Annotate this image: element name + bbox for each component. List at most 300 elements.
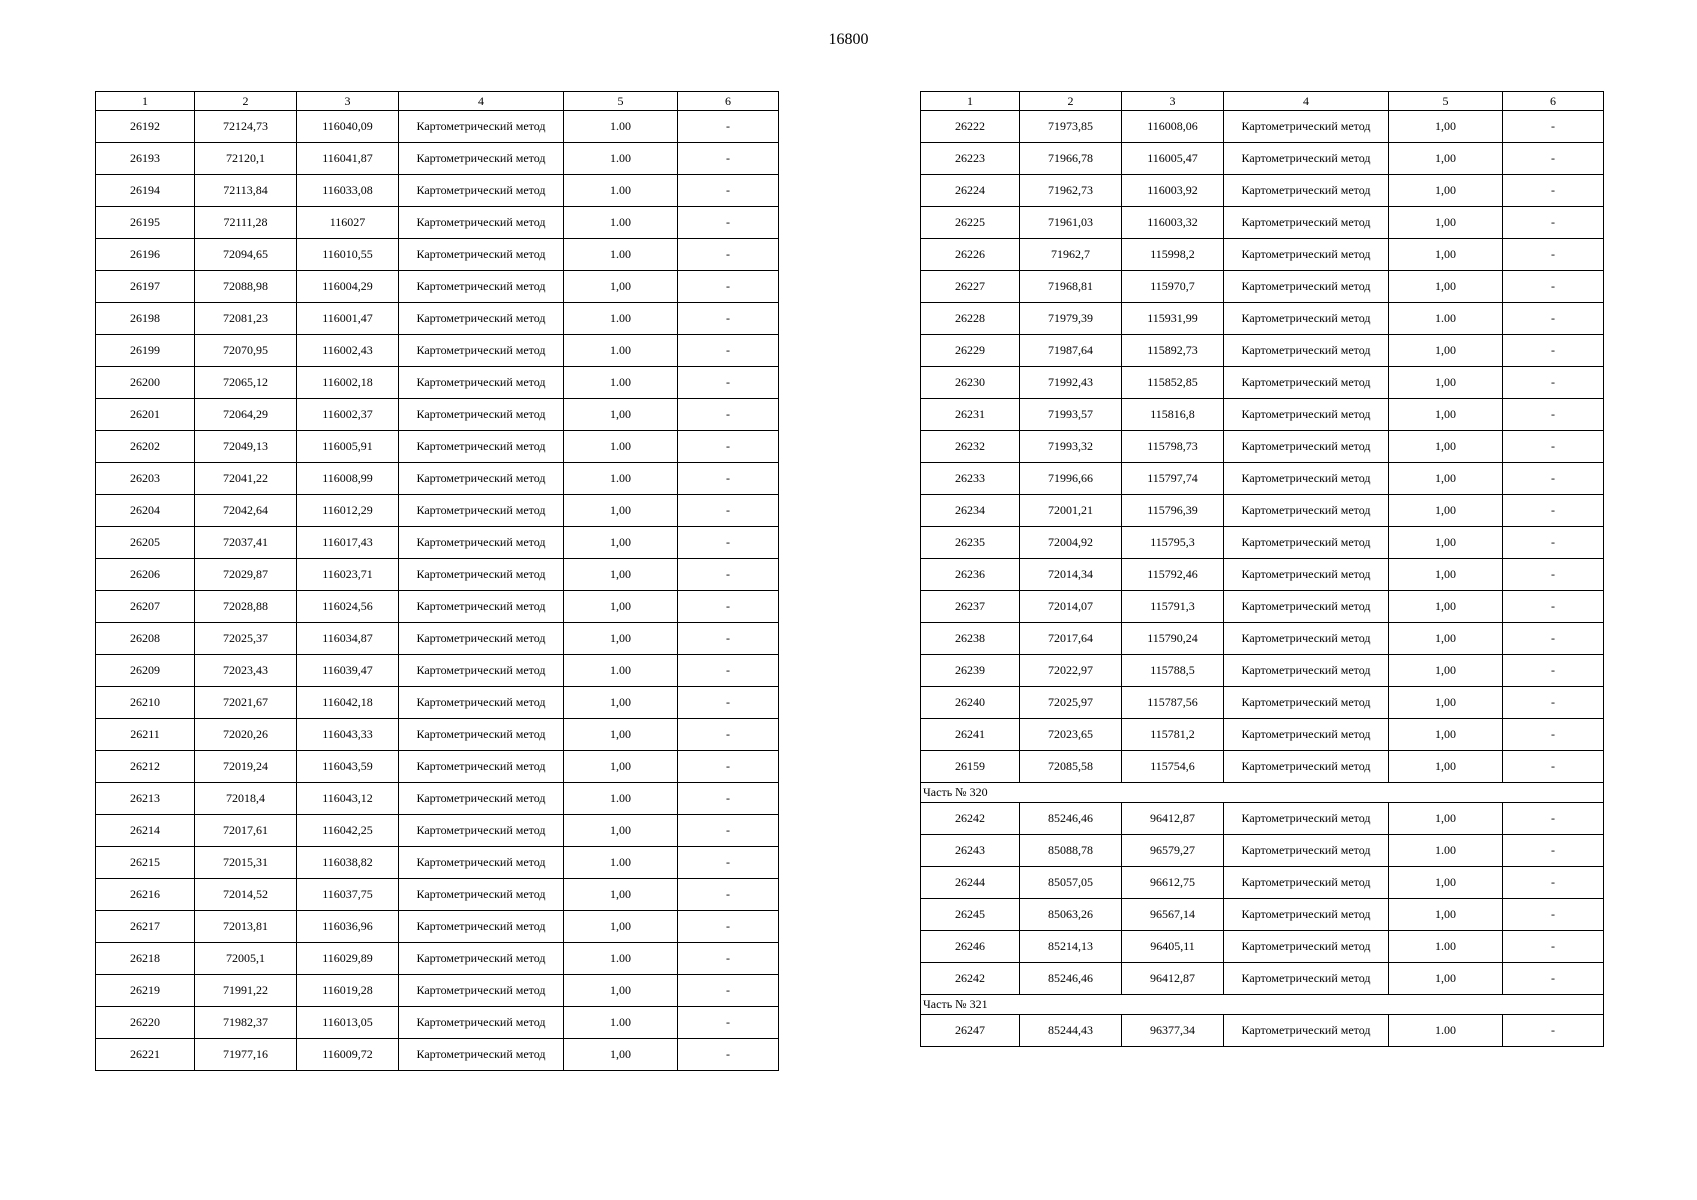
- accuracy-cell: 1,00: [1389, 207, 1503, 239]
- note-cell: -: [1503, 367, 1604, 399]
- note-cell: -: [678, 207, 779, 239]
- x-coordinate-cell: 72064,29: [195, 399, 297, 431]
- table-row: [921, 803, 1604, 835]
- x-coordinate-cell: 72020,26: [195, 719, 297, 751]
- y-coordinate-cell: 116010,55: [297, 239, 399, 271]
- column-header: 5: [564, 92, 678, 111]
- method-cell: Картометрический метод: [1224, 559, 1389, 591]
- y-coordinate-cell: 115788,5: [1122, 655, 1224, 687]
- y-coordinate-cell: 116033,08: [297, 175, 399, 207]
- accuracy-cell: 1,00: [1389, 431, 1503, 463]
- method-cell: Картометрический метод: [1224, 495, 1389, 527]
- accuracy-cell: 1.00: [564, 655, 678, 687]
- method-cell: Картометрический метод: [399, 495, 564, 527]
- method-cell: Картометрический метод: [399, 303, 564, 335]
- point-number-cell: 26195: [96, 207, 195, 239]
- method-cell: Картометрический метод: [1224, 207, 1389, 239]
- y-coordinate-cell: 115790,24: [1122, 623, 1224, 655]
- method-cell: Картометрический метод: [399, 1007, 564, 1039]
- note-cell: -: [1503, 623, 1604, 655]
- y-coordinate-cell: 116002,43: [297, 335, 399, 367]
- table-row: [96, 143, 779, 175]
- x-coordinate-cell: 72018,4: [195, 783, 297, 815]
- note-cell: -: [1503, 899, 1604, 931]
- y-coordinate-cell: 116008,06: [1122, 111, 1224, 143]
- y-coordinate-cell: 116008,99: [297, 463, 399, 495]
- accuracy-cell: 1,00: [1389, 899, 1503, 931]
- x-coordinate-cell: 72023,65: [1020, 719, 1122, 751]
- table-row: [96, 271, 779, 303]
- table-row: [96, 1007, 779, 1039]
- note-cell: -: [1503, 175, 1604, 207]
- x-coordinate-cell: 72037,41: [195, 527, 297, 559]
- method-cell: Картометрический метод: [1224, 303, 1389, 335]
- table-row: [921, 111, 1604, 143]
- method-cell: Картометрический метод: [399, 815, 564, 847]
- x-coordinate-cell: 72111,28: [195, 207, 297, 239]
- accuracy-cell: 1,00: [1389, 527, 1503, 559]
- point-number-cell: 26242: [921, 963, 1020, 995]
- method-cell: Картометрический метод: [399, 463, 564, 495]
- coordinates-table-left: [95, 91, 779, 1071]
- accuracy-cell: 1,00: [564, 527, 678, 559]
- column-header: 1: [921, 92, 1020, 111]
- table-row: [921, 719, 1604, 751]
- section-row: [921, 783, 1604, 803]
- x-coordinate-cell: 72025,37: [195, 623, 297, 655]
- table-row: [96, 463, 779, 495]
- table-row: [921, 495, 1604, 527]
- y-coordinate-cell: 96412,87: [1122, 963, 1224, 995]
- method-cell: Картометрический метод: [399, 207, 564, 239]
- x-coordinate-cell: 72065,12: [195, 367, 297, 399]
- accuracy-cell: 1,00: [564, 911, 678, 943]
- method-cell: Картометрический метод: [1224, 335, 1389, 367]
- point-number-cell: 26196: [96, 239, 195, 271]
- method-cell: Картометрический метод: [399, 335, 564, 367]
- point-number-cell: 26207: [96, 591, 195, 623]
- table-row: [96, 655, 779, 687]
- accuracy-cell: 1.00: [564, 1007, 678, 1039]
- x-coordinate-cell: 72085,58: [1020, 751, 1122, 783]
- accuracy-cell: 1.00: [1389, 835, 1503, 867]
- accuracy-cell: 1.00: [564, 463, 678, 495]
- point-number-cell: 26220: [96, 1007, 195, 1039]
- table-row: [96, 687, 779, 719]
- x-coordinate-cell: 71991,22: [195, 975, 297, 1007]
- method-cell: Картометрический метод: [399, 271, 564, 303]
- x-coordinate-cell: 72042,64: [195, 495, 297, 527]
- table-row: [921, 591, 1604, 623]
- point-number-cell: 26237: [921, 591, 1020, 623]
- x-coordinate-cell: 71973,85: [1020, 111, 1122, 143]
- table-row: [96, 751, 779, 783]
- y-coordinate-cell: 115931,99: [1122, 303, 1224, 335]
- y-coordinate-cell: 116019,28: [297, 975, 399, 1007]
- y-coordinate-cell: 116042,25: [297, 815, 399, 847]
- point-number-cell: 26206: [96, 559, 195, 591]
- method-cell: Картометрический метод: [399, 687, 564, 719]
- table-row: [96, 591, 779, 623]
- x-coordinate-cell: 72017,64: [1020, 623, 1122, 655]
- note-cell: -: [1503, 239, 1604, 271]
- method-cell: Картометрический метод: [1224, 655, 1389, 687]
- point-number-cell: 26193: [96, 143, 195, 175]
- y-coordinate-cell: 116043,59: [297, 751, 399, 783]
- note-cell: -: [678, 367, 779, 399]
- y-coordinate-cell: 115754,6: [1122, 751, 1224, 783]
- y-coordinate-cell: 116002,18: [297, 367, 399, 399]
- point-number-cell: 26221: [96, 1039, 195, 1071]
- accuracy-cell: 1,00: [1389, 143, 1503, 175]
- table-row: [96, 719, 779, 751]
- method-cell: Картометрический метод: [1224, 175, 1389, 207]
- table-row: [921, 899, 1604, 931]
- table-row: [921, 1015, 1604, 1047]
- note-cell: -: [678, 431, 779, 463]
- y-coordinate-cell: 116037,75: [297, 879, 399, 911]
- method-cell: Картометрический метод: [1224, 399, 1389, 431]
- accuracy-cell: 1,00: [1389, 271, 1503, 303]
- note-cell: -: [678, 111, 779, 143]
- table-row: [96, 111, 779, 143]
- accuracy-cell: 1,00: [564, 591, 678, 623]
- note-cell: -: [1503, 303, 1604, 335]
- note-cell: -: [678, 463, 779, 495]
- y-coordinate-cell: 116038,82: [297, 847, 399, 879]
- y-coordinate-cell: 96412,87: [1122, 803, 1224, 835]
- y-coordinate-cell: 116039,47: [297, 655, 399, 687]
- accuracy-cell: 1.00: [564, 431, 678, 463]
- note-cell: -: [678, 527, 779, 559]
- x-coordinate-cell: 72014,34: [1020, 559, 1122, 591]
- note-cell: -: [678, 591, 779, 623]
- point-number-cell: 26223: [921, 143, 1020, 175]
- method-cell: Картометрический метод: [1224, 367, 1389, 399]
- accuracy-cell: 1.00: [564, 175, 678, 207]
- method-cell: Картометрический метод: [1224, 623, 1389, 655]
- column-header: 6: [678, 92, 779, 111]
- method-cell: Картометрический метод: [399, 399, 564, 431]
- accuracy-cell: 1.00: [564, 847, 678, 879]
- point-number-cell: 26227: [921, 271, 1020, 303]
- y-coordinate-cell: 115792,46: [1122, 559, 1224, 591]
- x-coordinate-cell: 71979,39: [1020, 303, 1122, 335]
- accuracy-cell: 1,00: [1389, 623, 1503, 655]
- point-number-cell: 26233: [921, 463, 1020, 495]
- y-coordinate-cell: 115970,7: [1122, 271, 1224, 303]
- y-coordinate-cell: 116034,87: [297, 623, 399, 655]
- accuracy-cell: 1,00: [564, 719, 678, 751]
- point-number-cell: 26225: [921, 207, 1020, 239]
- column-header: 3: [297, 92, 399, 111]
- x-coordinate-cell: 71993,32: [1020, 431, 1122, 463]
- method-cell: Картометрический метод: [1224, 527, 1389, 559]
- section-label: Часть № 321: [921, 995, 1604, 1015]
- x-coordinate-cell: 71977,16: [195, 1039, 297, 1071]
- note-cell: -: [1503, 399, 1604, 431]
- note-cell: -: [1503, 495, 1604, 527]
- method-cell: Картометрический метод: [1224, 591, 1389, 623]
- point-number-cell: 26240: [921, 687, 1020, 719]
- table-row: [96, 847, 779, 879]
- table-row: [96, 527, 779, 559]
- point-number-cell: 26232: [921, 431, 1020, 463]
- y-coordinate-cell: 116009,72: [297, 1039, 399, 1071]
- point-number-cell: 26212: [96, 751, 195, 783]
- y-coordinate-cell: 116040,09: [297, 111, 399, 143]
- y-coordinate-cell: 115798,73: [1122, 431, 1224, 463]
- table-row: [921, 963, 1604, 995]
- x-coordinate-cell: 72014,52: [195, 879, 297, 911]
- x-coordinate-cell: 72023,43: [195, 655, 297, 687]
- x-coordinate-cell: 71962,73: [1020, 175, 1122, 207]
- accuracy-cell: 1.00: [564, 783, 678, 815]
- x-coordinate-cell: 72022,97: [1020, 655, 1122, 687]
- point-number-cell: 26204: [96, 495, 195, 527]
- method-cell: Картометрический метод: [1224, 687, 1389, 719]
- x-coordinate-cell: 72021,67: [195, 687, 297, 719]
- method-cell: Картометрический метод: [1224, 271, 1389, 303]
- table-row: [96, 623, 779, 655]
- y-coordinate-cell: 115892,73: [1122, 335, 1224, 367]
- note-cell: -: [1503, 803, 1604, 835]
- x-coordinate-cell: 71961,03: [1020, 207, 1122, 239]
- x-coordinate-cell: 72070,95: [195, 335, 297, 367]
- accuracy-cell: 1,00: [564, 623, 678, 655]
- page-number: 16800: [828, 31, 869, 48]
- method-cell: Картометрический метод: [1224, 803, 1389, 835]
- note-cell: -: [1503, 271, 1604, 303]
- note-cell: -: [1503, 591, 1604, 623]
- accuracy-cell: 1.00: [564, 303, 678, 335]
- method-cell: Картометрический метод: [1224, 899, 1389, 931]
- x-coordinate-cell: 72041,22: [195, 463, 297, 495]
- note-cell: -: [678, 271, 779, 303]
- method-cell: Картометрический метод: [1224, 835, 1389, 867]
- method-cell: Картометрический метод: [399, 975, 564, 1007]
- note-cell: -: [1503, 687, 1604, 719]
- note-cell: -: [1503, 963, 1604, 995]
- table-row: [921, 463, 1604, 495]
- point-number-cell: 26228: [921, 303, 1020, 335]
- point-number-cell: 26247: [921, 1015, 1020, 1047]
- accuracy-cell: 1.00: [564, 111, 678, 143]
- accuracy-cell: 1,00: [1389, 559, 1503, 591]
- x-coordinate-cell: 72113,84: [195, 175, 297, 207]
- point-number-cell: 26235: [921, 527, 1020, 559]
- x-coordinate-cell: 71982,37: [195, 1007, 297, 1039]
- y-coordinate-cell: 116012,29: [297, 495, 399, 527]
- x-coordinate-cell: 72025,97: [1020, 687, 1122, 719]
- y-coordinate-cell: 116024,56: [297, 591, 399, 623]
- table-row: [96, 175, 779, 207]
- note-cell: -: [1503, 335, 1604, 367]
- method-cell: Картометрический метод: [399, 751, 564, 783]
- table-row: [96, 1039, 779, 1071]
- y-coordinate-cell: 116029,89: [297, 943, 399, 975]
- point-number-cell: 26242: [921, 803, 1020, 835]
- y-coordinate-cell: 116001,47: [297, 303, 399, 335]
- point-number-cell: 26231: [921, 399, 1020, 431]
- x-coordinate-cell: 71993,57: [1020, 399, 1122, 431]
- point-number-cell: 26245: [921, 899, 1020, 931]
- accuracy-cell: 1,00: [564, 559, 678, 591]
- y-coordinate-cell: 96567,14: [1122, 899, 1224, 931]
- y-coordinate-cell: 96579,27: [1122, 835, 1224, 867]
- x-coordinate-cell: 72120,1: [195, 143, 297, 175]
- method-cell: Картометрический метод: [399, 1039, 564, 1071]
- table-row: [96, 431, 779, 463]
- accuracy-cell: 1.00: [564, 335, 678, 367]
- table-row: [921, 431, 1604, 463]
- note-cell: -: [678, 783, 779, 815]
- note-cell: -: [1503, 751, 1604, 783]
- method-cell: Картометрический метод: [1224, 143, 1389, 175]
- table-row: [921, 271, 1604, 303]
- point-number-cell: 26197: [96, 271, 195, 303]
- note-cell: -: [678, 655, 779, 687]
- x-coordinate-cell: 72013,81: [195, 911, 297, 943]
- y-coordinate-cell: 116005,47: [1122, 143, 1224, 175]
- point-number-cell: 26216: [96, 879, 195, 911]
- accuracy-cell: 1,00: [1389, 803, 1503, 835]
- table-row: [96, 495, 779, 527]
- accuracy-cell: 1,00: [1389, 655, 1503, 687]
- note-cell: -: [678, 751, 779, 783]
- accuracy-cell: 1,00: [564, 751, 678, 783]
- accuracy-cell: 1.00: [1389, 931, 1503, 963]
- point-number-cell: 26243: [921, 835, 1020, 867]
- x-coordinate-cell: 72005,1: [195, 943, 297, 975]
- table-row: [96, 815, 779, 847]
- method-cell: Картометрический метод: [399, 623, 564, 655]
- y-coordinate-cell: 116003,92: [1122, 175, 1224, 207]
- method-cell: Картометрический метод: [1224, 867, 1389, 899]
- note-cell: -: [1503, 111, 1604, 143]
- table-row: [96, 207, 779, 239]
- note-cell: -: [1503, 655, 1604, 687]
- x-coordinate-cell: 85214,13: [1020, 931, 1122, 963]
- method-cell: Картометрический метод: [399, 719, 564, 751]
- point-number-cell: 26230: [921, 367, 1020, 399]
- x-coordinate-cell: 71962,7: [1020, 239, 1122, 271]
- method-cell: Картометрический метод: [399, 431, 564, 463]
- point-number-cell: 26214: [96, 815, 195, 847]
- point-number-cell: 26236: [921, 559, 1020, 591]
- y-coordinate-cell: 96377,34: [1122, 1015, 1224, 1047]
- note-cell: -: [678, 879, 779, 911]
- note-cell: -: [1503, 527, 1604, 559]
- note-cell: -: [678, 559, 779, 591]
- point-number-cell: 26211: [96, 719, 195, 751]
- accuracy-cell: 1,00: [564, 1039, 678, 1071]
- method-cell: Картометрический метод: [1224, 1015, 1389, 1047]
- method-cell: Картометрический метод: [1224, 239, 1389, 271]
- method-cell: Картометрический метод: [399, 591, 564, 623]
- accuracy-cell: 1.00: [1389, 303, 1503, 335]
- method-cell: Картометрический метод: [399, 111, 564, 143]
- table-row: [96, 783, 779, 815]
- table-row: [921, 335, 1604, 367]
- accuracy-cell: 1,00: [1389, 751, 1503, 783]
- method-cell: Картометрический метод: [1224, 751, 1389, 783]
- x-coordinate-cell: 71992,43: [1020, 367, 1122, 399]
- y-coordinate-cell: 96405,11: [1122, 931, 1224, 963]
- x-coordinate-cell: 85244,43: [1020, 1015, 1122, 1047]
- accuracy-cell: 1,00: [1389, 335, 1503, 367]
- method-cell: Картометрический метод: [399, 367, 564, 399]
- table-header-row: [96, 92, 779, 111]
- table-row: [921, 303, 1604, 335]
- note-cell: -: [678, 943, 779, 975]
- column-header: 2: [195, 92, 297, 111]
- accuracy-cell: 1.00: [1389, 1015, 1503, 1047]
- note-cell: -: [678, 239, 779, 271]
- point-number-cell: 26241: [921, 719, 1020, 751]
- x-coordinate-cell: 71996,66: [1020, 463, 1122, 495]
- table-row: [921, 687, 1604, 719]
- note-cell: -: [678, 687, 779, 719]
- note-cell: -: [1503, 719, 1604, 751]
- accuracy-cell: 1,00: [564, 687, 678, 719]
- table-row: [921, 143, 1604, 175]
- y-coordinate-cell: 116027: [297, 207, 399, 239]
- column-header: 3: [1122, 92, 1224, 111]
- point-number-cell: 26198: [96, 303, 195, 335]
- note-cell: -: [678, 143, 779, 175]
- accuracy-cell: 1,00: [564, 495, 678, 527]
- point-number-cell: 26222: [921, 111, 1020, 143]
- table-row: [921, 835, 1604, 867]
- accuracy-cell: 1,00: [564, 399, 678, 431]
- point-number-cell: 26215: [96, 847, 195, 879]
- x-coordinate-cell: 72094,65: [195, 239, 297, 271]
- y-coordinate-cell: 115816,8: [1122, 399, 1224, 431]
- table-row: [96, 879, 779, 911]
- y-coordinate-cell: 115795,3: [1122, 527, 1224, 559]
- accuracy-cell: 1.00: [564, 143, 678, 175]
- method-cell: Картометрический метод: [399, 911, 564, 943]
- y-coordinate-cell: 96612,75: [1122, 867, 1224, 899]
- method-cell: Картометрический метод: [1224, 463, 1389, 495]
- point-number-cell: 26217: [96, 911, 195, 943]
- section-label: Часть № 320: [921, 783, 1604, 803]
- accuracy-cell: 1.00: [564, 239, 678, 271]
- y-coordinate-cell: 115797,74: [1122, 463, 1224, 495]
- x-coordinate-cell: 72017,61: [195, 815, 297, 847]
- point-number-cell: 26199: [96, 335, 195, 367]
- table-row: [96, 335, 779, 367]
- table-row: [96, 367, 779, 399]
- table-row: [921, 623, 1604, 655]
- x-coordinate-cell: 72088,98: [195, 271, 297, 303]
- table-row: [921, 527, 1604, 559]
- method-cell: Картометрический метод: [399, 655, 564, 687]
- accuracy-cell: 1,00: [1389, 963, 1503, 995]
- point-number-cell: 26244: [921, 867, 1020, 899]
- accuracy-cell: 1,00: [1389, 175, 1503, 207]
- y-coordinate-cell: 116013,05: [297, 1007, 399, 1039]
- method-cell: Картометрический метод: [399, 239, 564, 271]
- column-header: 4: [399, 92, 564, 111]
- x-coordinate-cell: 85088,78: [1020, 835, 1122, 867]
- table-row: [921, 399, 1604, 431]
- note-cell: -: [1503, 931, 1604, 963]
- table-row: [96, 239, 779, 271]
- point-number-cell: 26201: [96, 399, 195, 431]
- point-number-cell: 26224: [921, 175, 1020, 207]
